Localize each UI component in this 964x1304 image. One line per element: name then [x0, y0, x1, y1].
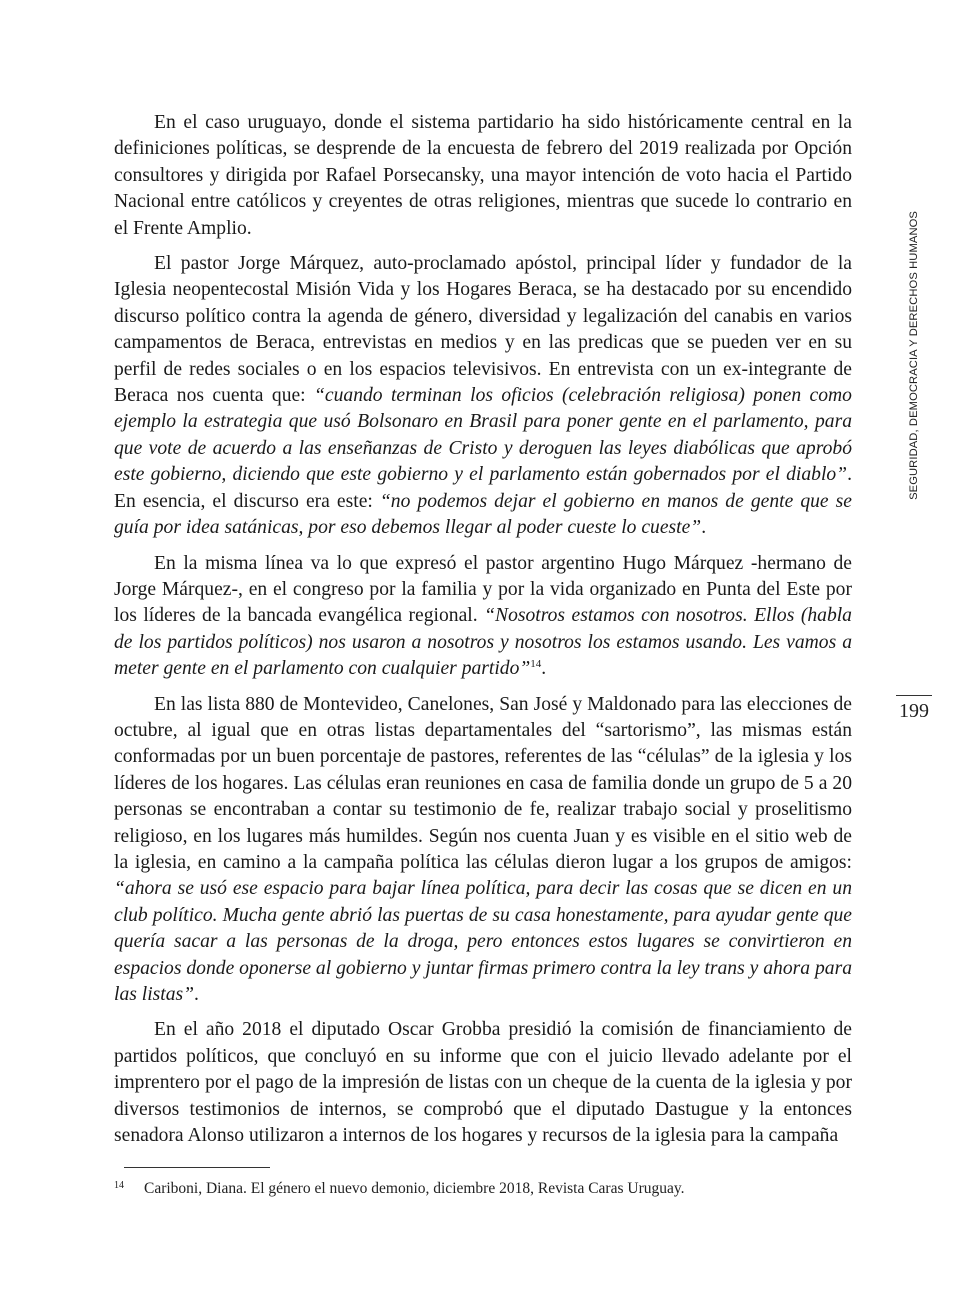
page-number-rule — [896, 695, 932, 696]
paragraph — [114, 251, 852, 541]
quote-text: “ahora se usó ese espacio para bajar línea política, para decir las cosas que se dicen en un club político. Mucha gente abrió las puertas de su casa honestamente, para ayudar gente que quería sacar a las personas de la droga, pero entonces estos lugares se convirtieron en espacios donde oponerse al gobierno y juntar firmas primero contra la ley trans y ahora para las listas” — [114, 878, 852, 1005]
paragraph — [114, 551, 852, 683]
paragraph-text: En el año 2018 el diputado Oscar Grobba presidió la comisión de financiamiento de partidos políticos, que concluyó en su informe que con el juicio llevado adelante por el imprentero por el pago de la impresión de listas con un cheque de la cuenta de la iglesia y por diversos testimonios de internos, se comprobó que el diputado Dastugue y la entonces senadora Alonso utilizaron a internos de los hogares y recursos de la iglesia para la campaña — [114, 1019, 852, 1147]
body-text — [114, 110, 852, 1149]
footnote-separator — [124, 1167, 270, 1168]
quote-text: “no podemos dejar el gobierno en manos de gente que se guía por idea satánicas, por eso debemos llegar al poder cueste lo cueste” — [114, 490, 852, 539]
paragraph-text: . — [541, 658, 547, 680]
footnote-number: 14 — [114, 1180, 124, 1191]
paragraph — [114, 692, 852, 1009]
paragraph-text: En la misma línea va lo que expresó el pastor argentino Hugo Márquez -hermano de Jorge Márquez-, en el congreso por la familia y por la vida organizado en Punta del Este por los líderes de la bancada evangélica regional. — [114, 552, 852, 627]
paragraph — [114, 110, 852, 242]
paragraph-text: En las lista 880 de Montevideo, Canelones, San José y Maldonado para las elecciones de octubre, al igual que en otras listas departamentales del “sartorismo”, las mismas están conformadas por un buen porcentaje de pastores, referentes de las “células” de la iglesia y los líderes de los hogares. Las células eran reuniones en casa de familia donde un grupo de 5 a 20 personas se encontraban a contar su testimonio de fe, realizar trabajo social y proselitismo religioso, en los lugares más humildes. Según nos cuenta Juan y es visible en el sitio web de la iglesia, en camino a la campaña política las células dieron lugar a los grupos de amigos: — [114, 693, 852, 873]
footnote — [114, 1176, 854, 1199]
running-header-text: SEGURIDAD, DEMOCRACIA Y DERECHOS HUMANOS — [908, 210, 920, 500]
paragraph-text: . En esencia, el discurso era este: — [114, 464, 852, 512]
page-number: 199 — [899, 700, 929, 722]
running-header — [903, 199, 925, 511]
paragraph-text: . — [194, 984, 199, 1005]
footnote-reference: 14 — [530, 658, 542, 671]
paragraph — [114, 1017, 852, 1149]
quote-text: “cuando terminan los oficios (celebración religiosa) ponen como ejemplo la estrategia que usó Bolsonaro en Brasil para poner gente en el parlamento, para que vote de acuerdo a las enseñanzas de Cristo y deroguen las leyes diabólicas que aprobó este gobierno, diciendo que este gobierno y el parlamento están gobernados por el diablo” — [114, 385, 852, 486]
footnote-text: Cariboni, Diana. El género el nuevo demonio, diciembre 2018, Revista Caras Uruguay. — [144, 1180, 685, 1197]
quote-text: “Nosotros estamos con nosotros. Ellos (habla de los partidos políticos) nos usaron a nosotros y nosotros los estamos usando. Les vamos a meter gente en el parlamento con cualquier partido” — [114, 605, 852, 680]
paragraph-text: El pastor Jorge Márquez, auto-proclamado apóstol, principal líder y fundador de la Iglesia neopentecostal Misión Vida y los Hogares Beraca, se ha destacado por su encendido discurso político contra la agenda de género, diversidad y legalización del canabis en varios campamentos de Beraca, entrevistas en medios y en las predicas que se pueden ver en su perfil de redes sociales o en los espacios televisivos. En entrevista con un ex-integrante de Beraca nos cuenta que: — [114, 253, 852, 407]
paragraph-text: . — [701, 517, 707, 539]
paragraph-text: En el caso uruguayo, donde el sistema partidario ha sido históricamente central en la definiciones políticas, se desprende de la encuesta de febrero del 2019 realizada por Opción consultores y dirigida por Rafael Porsecansky, una mayor intención de voto hacia el Partido Nacional entre católicos y creyentes de otras religiones, mientras que sucede lo contrario en el Frente Amplio. — [114, 112, 852, 239]
